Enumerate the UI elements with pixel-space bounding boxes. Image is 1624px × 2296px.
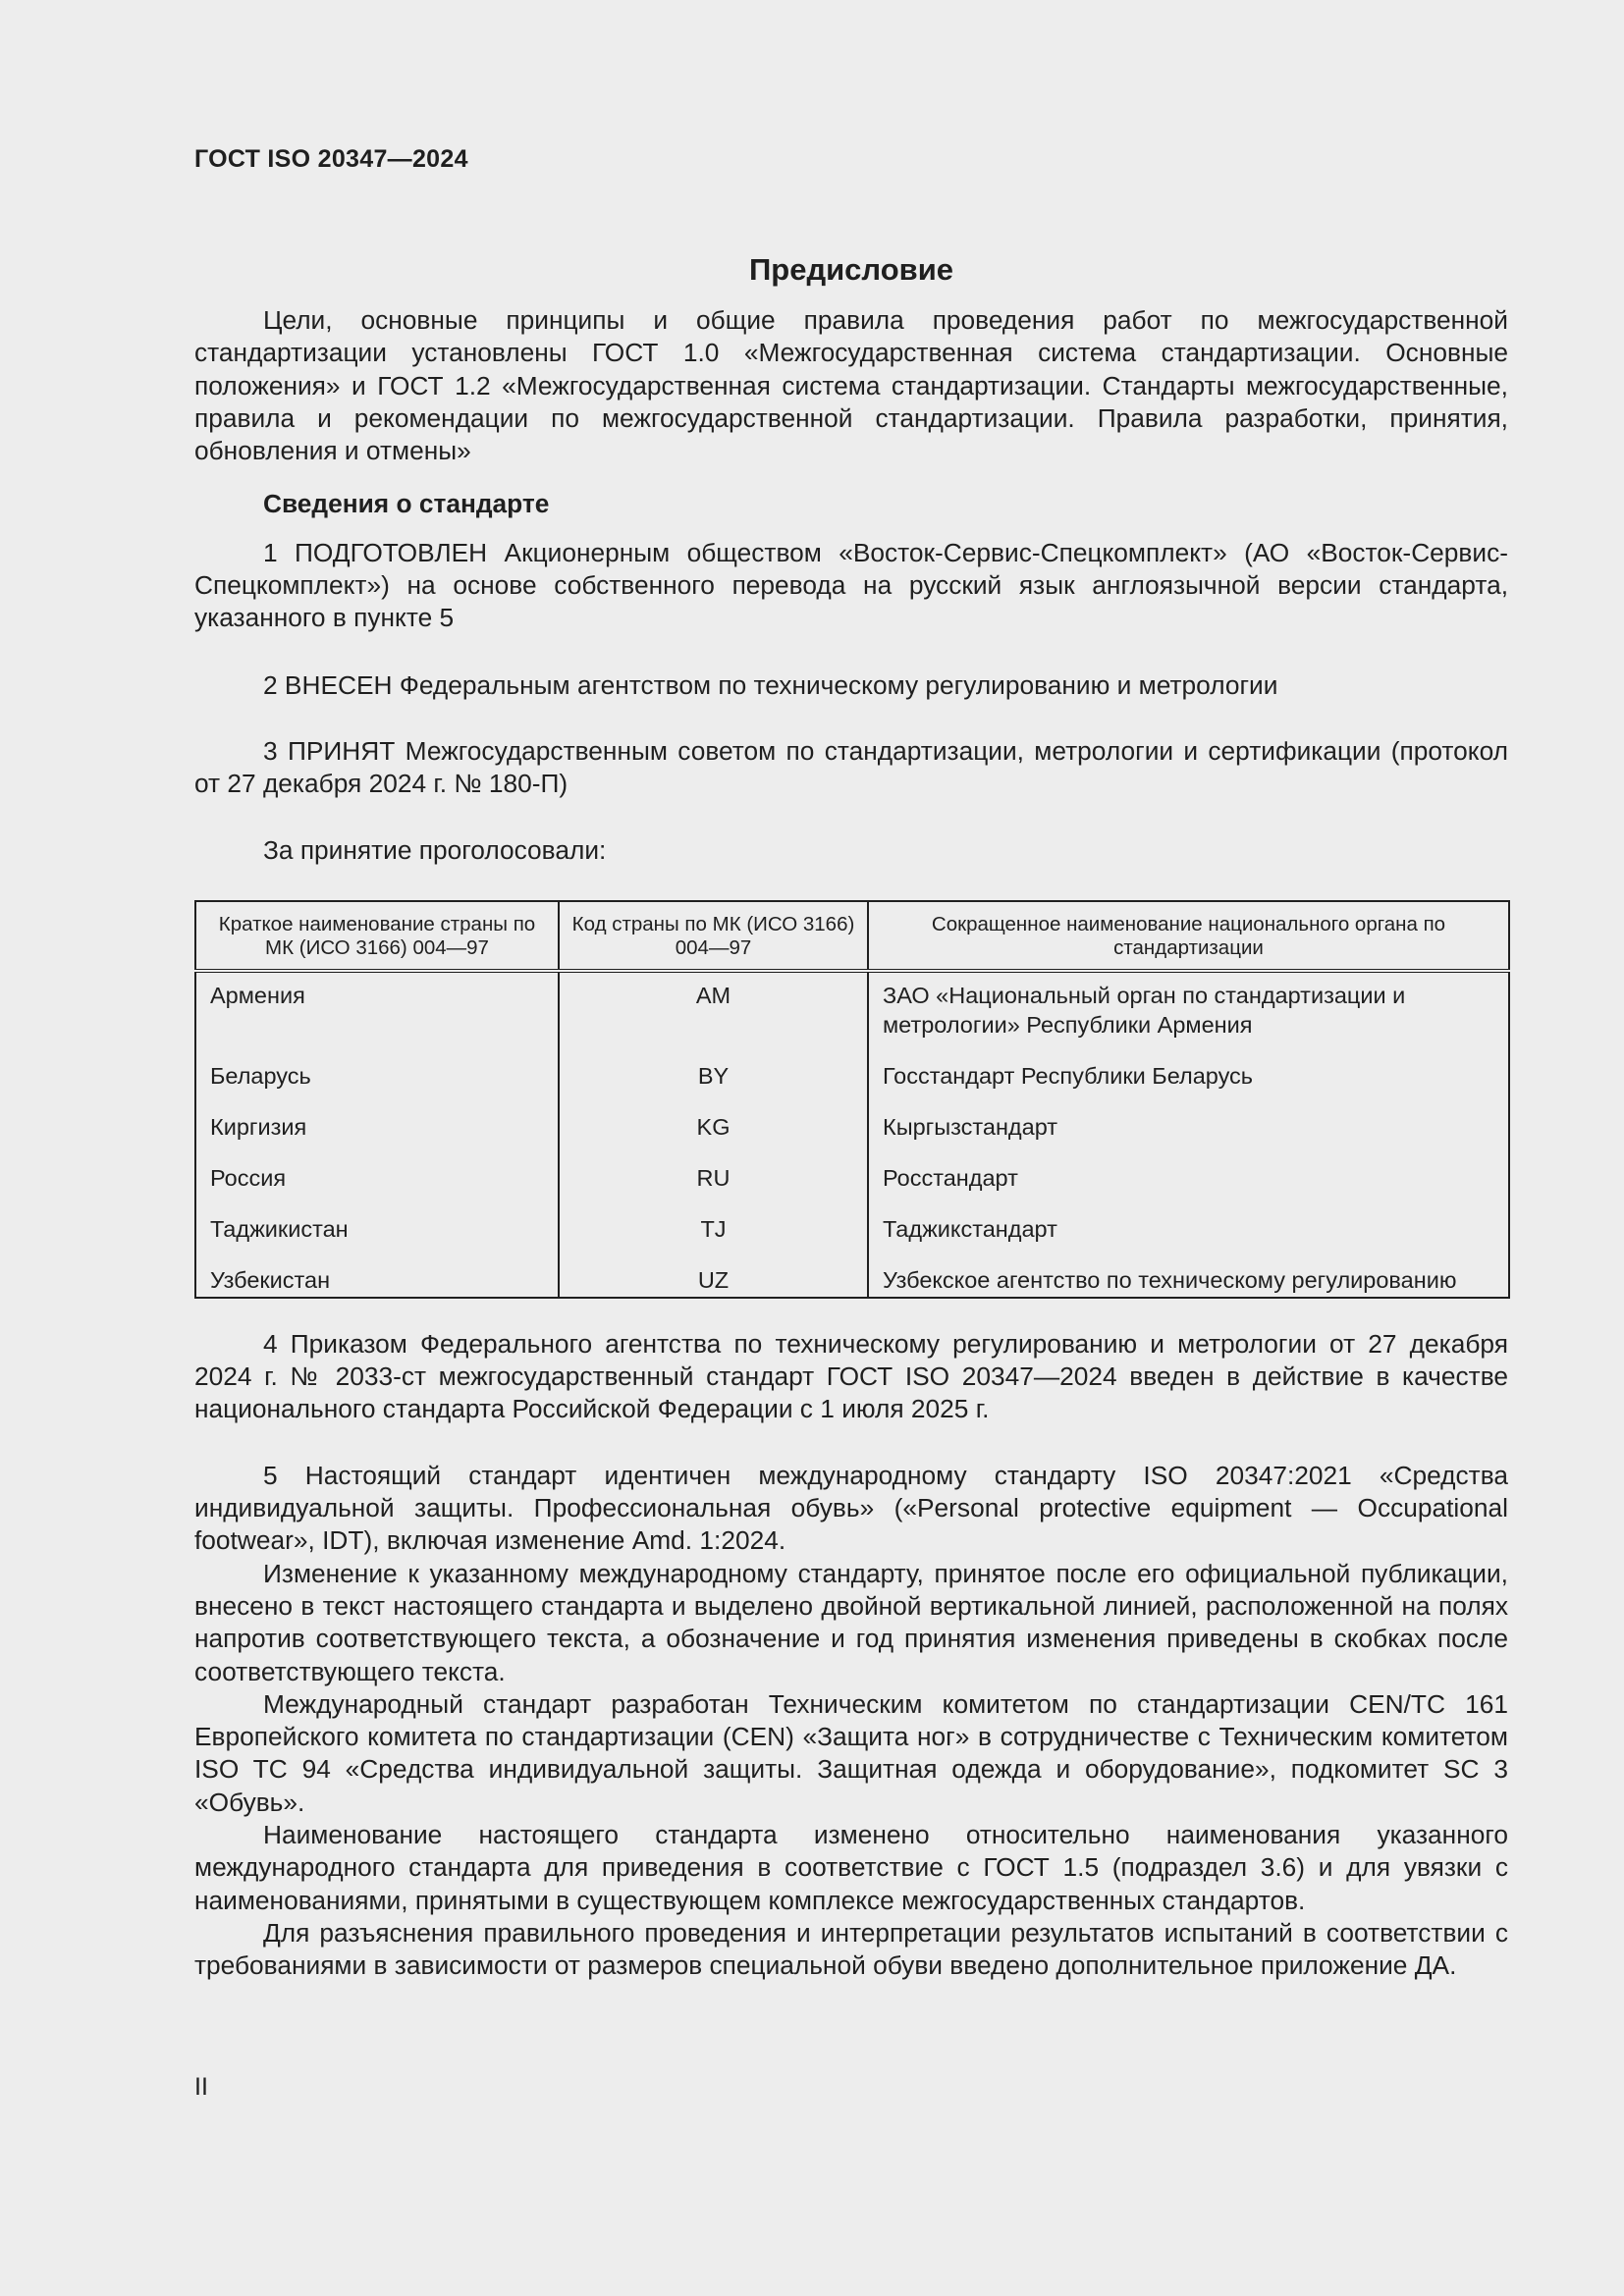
table-row — [195, 1110, 1509, 1161]
country-code: BY — [559, 1059, 868, 1110]
country-code: RU — [559, 1161, 868, 1212]
header-country-name: Краткое наименование страны по МК (ИСО 3166) 004—97 — [195, 901, 559, 971]
header-country-code: Код страны по МК (ИСО 3166) 004—97 — [559, 901, 868, 971]
voted-label: За принятие проголосовали: — [263, 834, 607, 865]
country-code: AM — [559, 971, 868, 1059]
item-4-paragraph: 4 Приказом Федерального агентства по техническому регулированию и метрологии от 27 декабря 2024 г. № 2033-ст межгосударственный стандарт ГОСТ ISO 20347—2024 введен в действие в качестве национального стандарта Российской Федерации с 1 июля 2025 г. — [194, 1328, 1508, 1424]
standards-body: Росстандарт — [868, 1161, 1509, 1212]
document-page — [194, 145, 1508, 1983]
country-code: UZ — [559, 1263, 868, 1298]
country-name: Узбекистан — [195, 1263, 559, 1298]
table-header-row — [195, 901, 1509, 971]
countries-table — [194, 900, 1510, 1299]
annex-paragraph: Для разъяснения правильного проведения и интерпретации результатов испытаний в соответствии с требованиями в зависимости от размеров специальной обуви введено дополнительное приложение ДА. — [194, 1917, 1508, 1981]
country-code: KG — [559, 1110, 868, 1161]
page-number: II — [194, 2073, 208, 2101]
country-name: Таджикистан — [195, 1212, 559, 1263]
country-name: Россия — [195, 1161, 559, 1212]
country-name: Армения — [195, 971, 559, 1059]
title-change-paragraph: Наименование настоящего стандарта изменено относительно наименования указанного международного стандарта для приведения в соответствие с ГОСТ 1.5 (подраздел 3.6) и для увязки с наименованиями, принятыми в существующем комплексе межгосударственных стандартов. — [194, 1820, 1508, 1915]
item-5-paragraph: 5 Настоящий стандарт идентичен международному стандарту ISO 20347:2021 «Средства индивидуальной защиты. Профессиональная обувь» («Personal protective equipment — Occupational footwear», IDT), включая изменение Amd. 1:2024. — [194, 1460, 1508, 1556]
country-name: Беларусь — [195, 1059, 559, 1110]
table-row — [195, 971, 1509, 1059]
country-code: TJ — [559, 1212, 868, 1263]
item-3-paragraph: 3 ПРИНЯТ Межгосударственным советом по стандартизации, метрологии и сертификации (протокол от 27 декабря 2024 г. № 180-П) — [194, 735, 1508, 799]
section-title: Предисловие — [748, 252, 953, 287]
table-row — [195, 1161, 1509, 1212]
standards-body: Таджикстандарт — [868, 1212, 1509, 1263]
country-name: Киргизия — [195, 1110, 559, 1161]
amendment-paragraph: Изменение к указанному международному стандарту, принятое после его официальной публикации, внесено в текст настоящего стандарта и выделено двойной вертикальной линией, расположенной на полях напротив соответствующего текста, а обозначение и год принятия изменения приведены в скобках после соответствующего текста. — [194, 1558, 1508, 1686]
item-2-paragraph: 2 ВНЕСЕН Федеральным агентством по техническому регулированию и метрологии — [263, 669, 1278, 700]
info-heading: Сведения о стандарте — [263, 489, 550, 519]
header-standards-body: Сокращенное наименование национального органа по стандартизации — [868, 901, 1509, 971]
item-1-paragraph: 1 ПОДГОТОВЛЕН Акционерным обществом «Восток-Сервис-Спецкомплект» (АО «Восток-Сервис-Спецкомплект») на основе собственного перевода на русский язык англоязычной версии стандарта, указанного в пункте 5 — [194, 537, 1508, 633]
committee-paragraph: Международный стандарт разработан Техническим комитетом по стандартизации CEN/TC 161 Европейского комитета по стандартизации (CEN) «Защита ног» в сотрудничестве с Техническим комитетом ISO TC 94 «Средства индивидуальной защиты. Защитная одежда и оборудование», подкомитет SC 3 «Обувь». — [194, 1688, 1508, 1817]
standards-body: Кыргызстандарт — [868, 1110, 1509, 1161]
table-row — [195, 1212, 1509, 1263]
standards-body: Узбекское агентство по техническому регулированию — [868, 1263, 1509, 1298]
standards-body: Госстандарт Республики Беларусь — [868, 1059, 1509, 1110]
table-row — [195, 1263, 1509, 1298]
standards-body: ЗАО «Национальный орган по стандартизации и метрологии» Республики Армения — [868, 971, 1509, 1059]
intro-paragraph: Цели, основные принципы и общие правила проведения работ по межгосударственной стандартизации установлены ГОСТ 1.0 «Межгосударственная система стандартизации. Основные положения» и ГОСТ 1.2 «Межгосударственная система стандартизации. Стандарты межгосударственные, правила и рекомендации по межгосударственной стандартизации. Правила разработки, принятия, обновления и отмены» — [194, 305, 1508, 466]
document-header: ГОСТ ISO 20347—2024 — [194, 145, 468, 173]
table-row — [195, 1059, 1509, 1110]
